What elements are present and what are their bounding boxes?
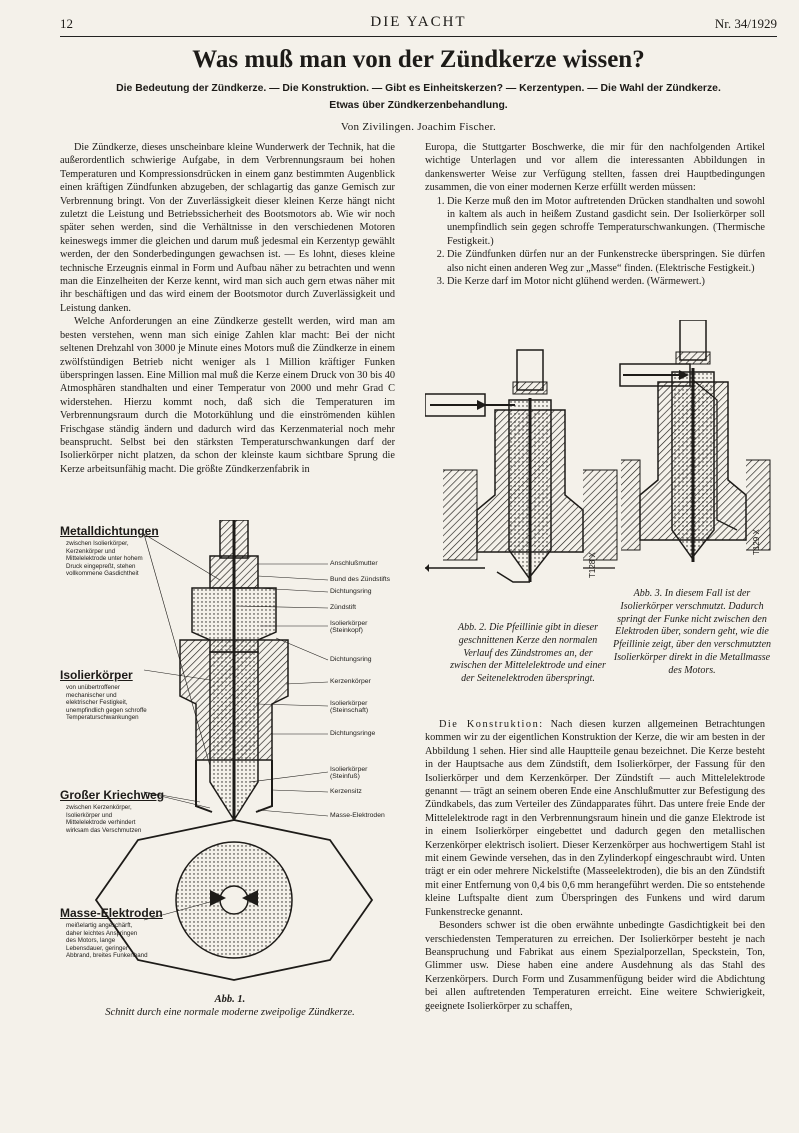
fig2-plug: [425, 350, 617, 582]
label-right: Anschlußmutter: [330, 560, 378, 567]
page-number: 12: [60, 16, 73, 31]
paragraph: Besonders schwer ist die oben erwähnte unbedingte Gasdichtigkeit bei den verschiedensten Temperaturen zu erreichen. Der Isolierkörper besteht je nach Beanspruchung und Fabrikat aus einem Spezialporzellan, Speckstein, Ton, Glimmer usw. Diese haben eine andere Ausdehnung als das Stahl des Kerzenkörpers. Durch Form und Zusammenfügung beider wird die Abdichtung bei allen auftretenden Temperaturen erreicht. Eine weitere Schwierigkeit, geeignete Isolierkörper zu schaffen,: [425, 920, 765, 1012]
requirements-list: [425, 195, 765, 289]
label-right: Isolierkörper (Steinfuß): [330, 766, 368, 780]
label-right: Dichtungsringe: [330, 730, 376, 737]
magazine-name: DIE YACHT: [370, 14, 467, 30]
paragraph-body: Nach diesen kurzen allgemeinen Betrachtungen kommen wir zu der eigentlichen Konstruktion der Kerze, die wir am besten in der Abbildung 1 sehen. Hier sind alle Hauptteile genau bezeichnet. Die Kerze besteht in der Hauptsache aus dem Zündstift, dem Isolierkörper, der Fassung für den Isolierkörper und dem Kerzenkörper. Der Zündstift — auch Mittelelektrode genannt — trägt an seinem oberen Ende eine Anschlußmutter zur Befestigung des Zündkabels, das zum Verteiler des Zündapparates führt. Das untere freie Ende der Mittelelektrode ragt in den Verbrennungsraum hinein und die ganze Elektrode ist in einem Isolierkörper eingebettet und dadurch gegen den metallischen Kerzenkörper elektrisch isoliert. Dieser Kerzenkörper aus hochwertigem Stahl ist mit einem Gewinde versehen, das in den Zylinderkopf eingeschraubt wird. Unten trägt er ein oder mehrere Nickelstifte (Masseelektroden), die bis an den Zündstift mit einer Entfernung von 0,4 bis 0,6 mm herangeführt werden. Die so entstehende kleine Luftspalte dient zum Überspringen des Funkens und wird darum Funkenstrecke genannt.: [425, 719, 765, 918]
label-right: Kerzenkörper: [330, 678, 371, 685]
list-item: 3. Die Kerze darf im Motor nicht glühend werden. (Wärmewert.): [447, 275, 765, 288]
fig3-plug: [620, 320, 770, 562]
article-subtitle: [60, 80, 777, 114]
label-right: Bund des Zündstifts: [330, 576, 391, 583]
label-right: Kerzensitz: [330, 788, 362, 795]
label-metalldichtungen-desc: zwischen Isolierkörper, Kerzenkörper und Mittelelektrode unter hohem Druck eingepreßt, stehen vollkommene Gasdichtheit: [66, 540, 143, 578]
paragraph: Welche Anforderungen an eine Zündkerze gestellt werden, wird man am besten verstehen, wenn man sich einige Zahlen klar macht: Bei der nicht seltenen Drehzahl von 3000 je Minute eines Motors muß die Zündkerze in einem zwölfstündigen Betrieb nicht weniger als 1 Million kräftiger Funken überspringen lassen. Eine Million mal muß die Kerze einem Druck von 30 bis 40 Atmosphären standhalten und einer Temperatur von 2000 und mehr Grad C widerstehen. Hierzu kommt noch, daß sich die Temperaturen im Verbrennungsraum durch die Motorkühlung und die einströmenden kühlen Frischgase ständig ändern und dadurch wird das Kerzenmaterial noch mehr beansprucht. Selbst bei den stärksten Temperaturschwankungen darf der Isolierkörper nicht platzen, da schon der kleinste kaum sichtbare Sprung die Kerze arbeitsunfähig macht. Die größte Zündkerzenfabrik in: [60, 316, 395, 475]
spark-plug-sections-illustration: [425, 320, 775, 620]
issue-number: Nr. 34/1929: [714, 16, 777, 31]
figure1-caption-text: Schnitt durch eine normale moderne zweipolige Zündkerze.: [105, 1007, 355, 1018]
paragraph: [425, 718, 765, 919]
label-kriechweg-desc: zwischen Kerzenkörper, Isolierkörper und Mittelelektrode verhindert wirksam das Verschmutzen: [66, 804, 142, 834]
label-right: Zündstift: [330, 604, 357, 611]
article-title: Was muß man von der Zündkerze wissen?: [192, 46, 645, 73]
paragraph: Europa, die Stuttgarter Boschwerke, die mir für den nachfolgenden Artikel wichtige Unterlagen und vor allem die interessanten Abbildungen in dankenswerter Weise zur Verfügung stellten, fassen drei Hauptbedingungen zusammen, die von einer modernen Kerze erfüllt werden müssen:: [425, 142, 765, 194]
text-column-right: [425, 141, 765, 288]
figure-1: [60, 520, 400, 1000]
label-right: Dichtungsring: [330, 588, 372, 595]
header-rule: [60, 36, 777, 37]
list-item: 2. Die Zündfunken dürfen nur an der Funkenstrecke überspringen. Sie dürfen also nicht einen anderen Weg zur „Masse“ finden. (Elektrische Festigkeit.): [447, 248, 765, 275]
label-right: Isolierkörper (Steinkopf): [330, 620, 368, 634]
label-masse-elektroden: Masse-Elektroden: [60, 906, 163, 920]
text-column-left: [60, 141, 395, 476]
label-kriechweg: Großer Kriechweg: [60, 788, 165, 802]
label-metalldichtungen: Metalldichtungen: [60, 524, 159, 538]
figures-2-3: [425, 320, 775, 620]
paragraph: Die Zündkerze, dieses unscheinbare kleine Wunderwerk der Technik, hat die außerordentlich schwierige Aufgabe, in dem Verbrennungsraum bei hohen Temperaturen und Kompressionsdrücken in einem ganz bestimmten Augenblick einen kräftigen Zündfunken abzugeben, der schlagartig das ganze Gemisch zur Verbrennung bringt. Von der Zuverlässigkeit dieser kleinen Kerze hängt nicht zuletzt die Leistung und Betriebssicherheit des Bootsmotors ab. Wie wir noch später sehen werden, sind die Verhältnisse in den verschiedenen Motoren keineswegs immer die gleichen und darum muß jedesmal ein Kerzentyp gewählt werden, der den Sonderbedingungen gewachsen ist. — Es lohnt, dieses kleine technische Erzeugnis einmal in Form und Aufbau näher zu betrachten und wenn man die Einzelheiten der Kerze kennt, wird man sich auch gern etwas näher mit ihr beschäftigen und das wird einem der Bootsmotor durch Zuverlässigkeit und Leistung danken.: [60, 142, 395, 314]
section-lead: Die Konstruktion:: [439, 719, 544, 730]
fig3-code: T129 X: [752, 529, 761, 555]
subtitle-line-1: Die Bedeutung der Zündkerze. — Die Konstruktion. — Gibt es Einheitskerzen? — Kerzentypen. — Die Wahl der Zündkerze.: [116, 83, 721, 94]
subtitle-line-2: Etwas über Zündkerzenbehandlung.: [329, 100, 508, 111]
figure3-caption: Abb. 3. In diesem Fall ist der Isolierkörper verschmutzt. Dadurch springt der Funke nicht zwischen den Elektroden über, sondern geht, wie die Pfeillinie zeigt, über den verschmutzten Isolierkörper direkt in die Metallmasse des Motors.: [612, 588, 772, 676]
label-isolierkoerper: Isolierkörper: [60, 668, 133, 682]
list-item: 1. Die Kerze muß den im Motor auftretenden Drücken standhalten und sowohl in kaltem als auch in heißem Zustand gasdicht sein. Der Isolierkörper soll unempfindlich sein gegen schroffe Temperaturschwankungen. (Thermische Festigkeit.): [447, 195, 765, 249]
figure1-caption-label: Abb. 1.: [214, 994, 246, 1005]
label-right: Isolierkörper (Steinschaft): [330, 700, 369, 714]
page-header: [60, 10, 777, 36]
figure1-caption: [60, 993, 400, 1019]
label-masse-elektroden-desc: meißelartig angeschärft, daher leichtes Anspringen des Motors, lange Lebensdauer, geringer Abbrand, breites Funkenband: [66, 922, 148, 960]
figure2-caption: Abb. 2. Die Pfeillinie gibt in dieser geschnittenen Kerze den normalen Verlauf des Zündstromes an, der zwischen der Mittelelektrode und einer der Seitenelektroden überspringt.: [450, 622, 606, 685]
text-column-right-lower: [425, 718, 765, 1013]
label-right: Masse-Elektroden: [330, 812, 385, 819]
article-author: Von Zivilingen. Joachim Fischer.: [340, 121, 497, 133]
label-isolierkoerper-desc: von unübertroffener mechanischer und elektrischer Festigkeit, unempfindlich gegen schroffe Temperaturschwankungen: [66, 684, 147, 722]
fig2-code: T128 X: [588, 552, 597, 578]
label-right: Dichtungsring: [330, 656, 372, 663]
